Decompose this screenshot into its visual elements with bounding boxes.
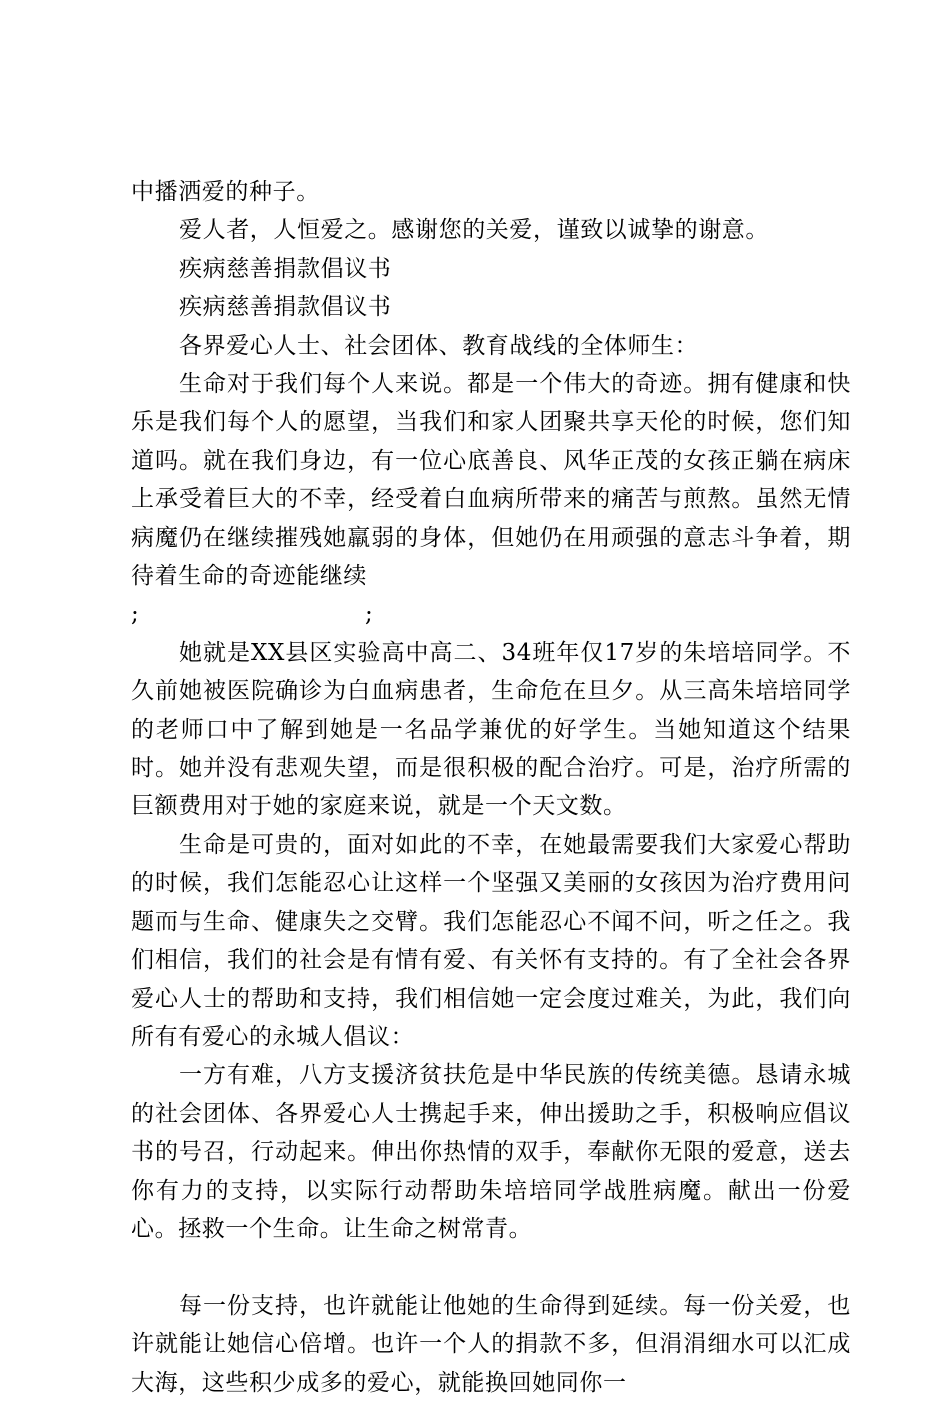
- paragraph-continuation: 中播洒爱的种子。: [131, 179, 320, 205]
- paragraph-call-to-action: 一方有难，八方支援济贫扶危是中华民族的传统美德。恳请永城的社会团体、各界爱心人士携起手来，伸出援助之手，积极响应倡议书的号召，行动起来。伸出你热情的双手，奉献你无限的爱意，送去你有力的支持，以实际行动帮助朱培培同学战胜病魔。献出一份爱心。拯救一个生命。让生命之树常青。: [131, 1062, 851, 1242]
- semicolon-mark: ;: [131, 601, 140, 628]
- document-title-repeat: 疾病慈善捐款倡议书: [179, 294, 392, 321]
- semicolon-line: [131, 595, 851, 633]
- paragraph-thanks: 爱人者，人恒爱之。感谢您的关爱，谨致以诚挚的谢意。: [179, 217, 769, 244]
- paragraph-life-miracle: 生命对于我们每个人来说。都是一个伟大的奇迹。拥有健康和快乐是我们每个人的愿望，当我们和家人团聚共享天伦的时候，您们知道吗。就在我们身边，有一位心底善良、风华正茂的女孩正躺在病床上承受着巨大的不幸，经受着白血病所带来的痛苦与煎熬。虽然无情病魔仍在继续摧残她羸弱的身体，但她仍在用顽强的意志斗争着，期待着生命的奇迹能继续: [131, 371, 851, 590]
- paragraph-spacer: [131, 1248, 851, 1286]
- paragraph-appeal: 生命是可贵的，面对如此的不幸，在她最需要我们大家爱心帮助的时候，我们怎能忍心让这样一个坚强又美丽的女孩因为治疗费用问题而与生命、健康失之交臂。我们怎能忍心不闻不问，听之任之。我们相信，我们的社会是有情有爱、有关怀有支持的。有了全社会各界爱心人士的帮助和支持，我们相信她一定会度过难关，为此，我们向所有有爱心的永城人倡议：: [131, 831, 851, 1050]
- salutation: 各界爱心人士、社会团体、教育战线的全体师生：: [179, 332, 699, 359]
- document-body: [131, 173, 851, 1402]
- semicolon-mark: ;: [365, 601, 374, 628]
- document-title: 疾病慈善捐款倡议书: [179, 255, 392, 282]
- paragraph-every-support: 每一份支持，也许就能让他她的生命得到延续。每一份关爱，也许就能让她信心倍增。也许一个人的捐款不多，但涓涓细水可以汇成大海，这些积少成多的爱心，就能换回她同你一: [131, 1292, 851, 1396]
- paragraph-student-story: 她就是XX县区实验高中高二、34班年仅17岁的朱培培同学。不久前她被医院确诊为白血病患者，生命危在旦夕。从三高朱培培同学的老师口中了解到她是一名品学兼优的好学生。当她知道这个结果时。她并没有悲观失望，而是很积极的配合治疗。可是，治疗所需的巨额费用对于她的家庭来说，就是一个天文数。: [131, 639, 851, 820]
